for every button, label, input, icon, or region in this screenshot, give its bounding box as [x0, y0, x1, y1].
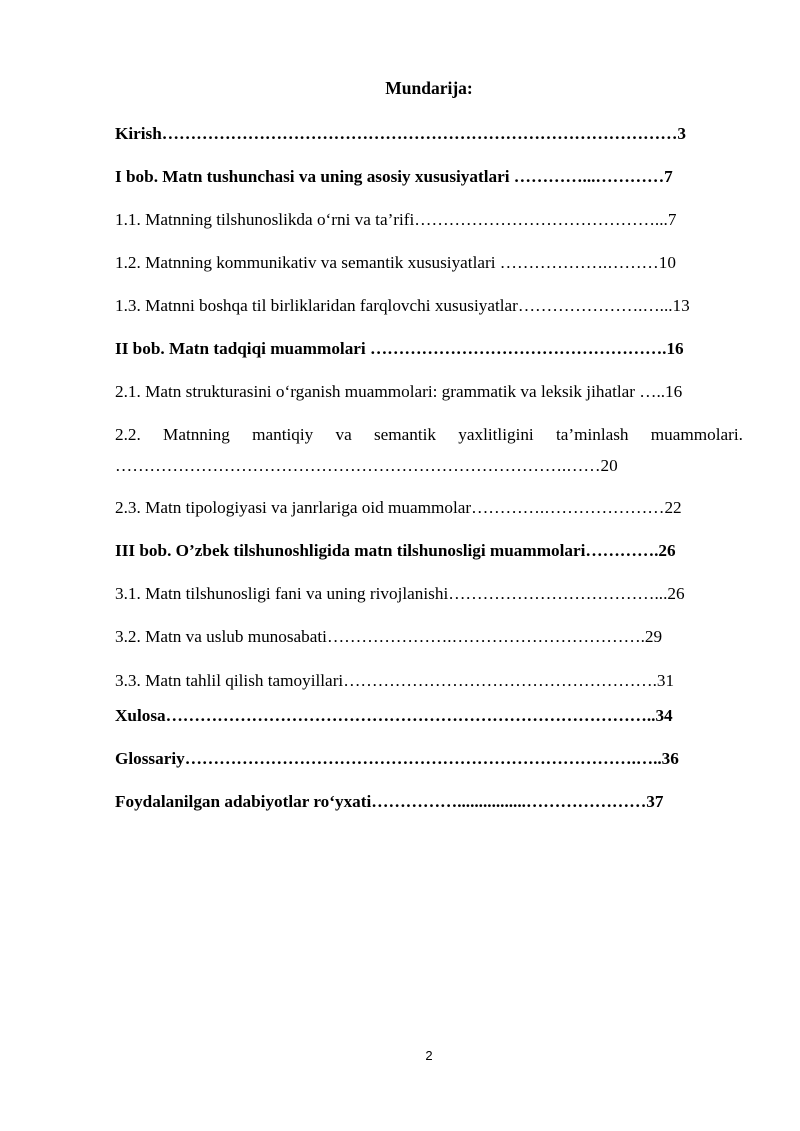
toc-word: ta’minlash: [555, 425, 629, 444]
toc-word: yaxlitligini: [458, 425, 534, 444]
toc-word: semantik: [373, 425, 437, 444]
toc-entry-section-2-2: [115, 425, 743, 445]
toc-word: va: [335, 425, 352, 444]
toc-entry-chapter-2: II bob. Matn tadqiqi muammolari …………………………………………….16: [115, 339, 684, 358]
toc-entry-section-1-2: 1.2. Matnning kommunikativ va semantik xususiyatlari ……………….………10: [115, 253, 676, 272]
toc-entry-chapter-3: III bob. O’zbek tilshunoshligida matn tilshunosligi muammolari………….26: [115, 541, 676, 560]
toc-entry-section-1-3: 1.3. Matnni boshqa til birliklaridan farqlovchi xususiyatlar………………….…...13: [115, 296, 690, 315]
page-title: Mundarija:: [385, 78, 473, 98]
toc-entry-section-2-1: 2.1. Matn strukturasini o‘rganish muammolari: grammatik va leksik jihatlar …..16: [115, 382, 683, 401]
toc-word: mantiqiy: [252, 425, 314, 444]
toc-entry-section-1-1: 1.1. Matnning tilshunoslikda o‘rni va ta’rifi……………………………………...7: [115, 210, 677, 229]
toc-word: muammolari.: [650, 425, 743, 444]
toc-entry-section-2-3: 2.3. Matn tipologiyasi va janrlariga oid muammolar………….…………………22: [115, 498, 682, 517]
toc-entry-bibliography: Foydalanilgan adabiyotlar ro‘yxati……………................…………………37: [115, 792, 664, 811]
toc-entry-section-3-1: 3.1. Matn tilshunosligi fani va uning rivojlanishi………………………………...26: [115, 584, 685, 603]
toc-entry-section-3-3: 3.3. Matn tahlil qilish tamoyillari……………………………………………….31: [115, 671, 675, 690]
toc-entry-xulosa: Xulosa…………………………………………………………………………..34: [115, 706, 673, 725]
toc-word: Matnning: [163, 425, 230, 444]
toc-entry-glossariy: Glossariy…………………………………………………………………….…..36: [115, 749, 679, 768]
page-number: 2: [425, 1048, 433, 1063]
toc-entry-section-3-2: 3.2. Matn va uslub munosabati………………….…………………………….29: [115, 627, 663, 646]
toc-entry-kirish: Kirish………………………………………………………………………………3: [115, 124, 687, 143]
toc-entry-section-2-2-leader: …………………………………………………………………….……20: [115, 456, 618, 475]
toc-entry-chapter-1: I bob. Matn tushunchasi va uning asosiy xususiyatlari …………...…………7: [115, 167, 673, 186]
toc-word: 2.2.: [115, 425, 141, 444]
